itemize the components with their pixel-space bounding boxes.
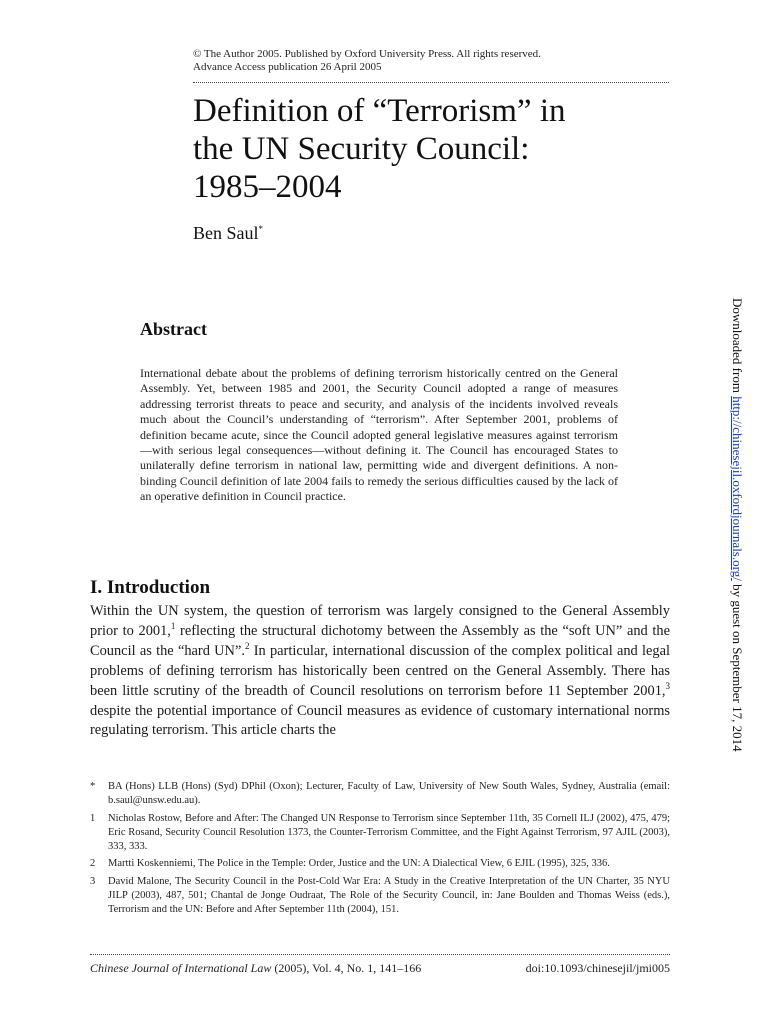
footnote-mark: * bbox=[90, 781, 96, 792]
copyright-notice: © The Author 2005. Published by Oxford University Press. All rights reserved. bbox=[193, 48, 541, 60]
author-name: Ben Saul bbox=[193, 223, 259, 243]
footnote-item bbox=[90, 857, 670, 871]
download-stamp bbox=[729, 298, 745, 752]
header-divider bbox=[193, 82, 669, 83]
journal-name: Chinese Journal of International Law bbox=[90, 961, 272, 975]
footnote-mark: 2 bbox=[90, 858, 96, 870]
article-title bbox=[193, 92, 693, 206]
footnote-text: David Malone, The Security Council in the Post-Cold War Era: A Study in the Creative Interpretation of the UN Charter, 35 NYU JILP (2003), 487, 501; Chantal de Jonge Oudraat, The Role of the Security Council, in: Jane Boulden and Thomas Weiss (eds.), Terrorism and the UN: Before and After September 11th (2004), 151. bbox=[108, 875, 670, 916]
section-heading-introduction: I. Introduction bbox=[90, 577, 211, 598]
footnote-text: BA (Hons) LLB (Hons) (Syd) DPhil (Oxon); Lecturer, Faculty of Law, University of New South Wales, Sydney, Australia (email: b.saul@unsw.edu.au). bbox=[108, 781, 670, 807]
abstract-heading: Abstract bbox=[140, 319, 207, 339]
footnote-text: Martti Koskenniemi, The Police in the Temple: Order, Justice and the UN: A Dialectical View, 6 EJIL (1995), 325, 336. bbox=[108, 858, 610, 870]
abstract-text: International debate about the problems of defining terrorism historically centred on the General Assembly. Yet, between 1985 and 2001, the Security Council adopted a range of measures addressing terrorist threats to peace and security, and analysis of the incidents involved reveals much about the Council’s understanding of “terrorism”. After September 2001, problems of definition became acute, since the Council adopted general legislative measures against terrorism—with serious legal consequences—without defining it. The Council has encouraged States to unilaterally define terrorism in national law, permitting wide and divergent definitions. A non-binding Council definition of late 2004 fails to remedy the serious difficulties caused by the lack of an operative definition in Council practice. bbox=[140, 366, 618, 504]
journal-citation bbox=[90, 961, 421, 976]
title-line-3: 1985–2004 bbox=[193, 169, 342, 205]
intro-text-segment: Within the UN system, the question of terrorism was largely consigned to the General Assembly prior to 2001, bbox=[90, 603, 670, 639]
intro-text-segment: In particular, international discussion of the complex political and legal problems of defining terrorism has historically been centred on the General Assembly. There has been little scrutiny of the breadth of Council resolutions on terrorism before 11 September 2001, bbox=[90, 642, 670, 699]
footnote-ref-1[interactable]: 1 bbox=[170, 621, 176, 632]
footnote-text: Nicholas Rostow, Before and After: The Changed UN Response to Terrorism since September 11th, 35 Cornell ILJ (2002), 475, 479; Eric Rosand, Security Council Resolution 1373, the Counter-Terrorism Committee, and the Fight Against Terrorism, 97 AJIL (2003), 333, 333. bbox=[108, 812, 670, 853]
footnote-item bbox=[90, 780, 670, 809]
footnote-item bbox=[90, 812, 670, 855]
advance-access-notice: Advance Access publication 26 April 2005 bbox=[193, 61, 382, 73]
download-stamp-suffix: by guest on September 17, 2014 bbox=[730, 580, 745, 752]
footnotes bbox=[90, 780, 670, 921]
page-header bbox=[193, 48, 669, 74]
title-line-1: Definition of “Terrorism” in bbox=[193, 93, 566, 129]
footnote-ref-3[interactable]: 3 bbox=[665, 680, 670, 691]
volume-info: (2005), Vol. 4, No. 1, 141–166 bbox=[271, 961, 422, 975]
page-footer bbox=[90, 961, 670, 976]
journal-url-link[interactable]: http://chinesejil.oxfordjournals.org/ bbox=[730, 396, 745, 581]
footnote-ref-2[interactable]: 2 bbox=[244, 641, 250, 652]
footnote-mark: 3 bbox=[90, 875, 96, 887]
title-line-2: the UN Security Council: bbox=[193, 131, 530, 167]
author bbox=[193, 223, 263, 244]
intro-text-segment: despite the potential importance of Council measures as evidence of customary international norms regulating terrorism. This article charts the bbox=[90, 702, 670, 739]
intro-text-segment: reflecting the structural dichotomy between the Assembly as the “soft UN” and the Council as the “hard UN”. bbox=[90, 622, 670, 659]
introduction-paragraph bbox=[90, 602, 670, 741]
footer-divider bbox=[90, 954, 670, 955]
footnote-mark: 1 bbox=[90, 812, 96, 824]
footnote-item bbox=[90, 875, 670, 918]
download-stamp-prefix: Downloaded from bbox=[730, 298, 745, 397]
author-footnote-mark: * bbox=[258, 224, 263, 234]
doi: doi:10.1093/chinesejil/jmi005 bbox=[525, 961, 670, 975]
